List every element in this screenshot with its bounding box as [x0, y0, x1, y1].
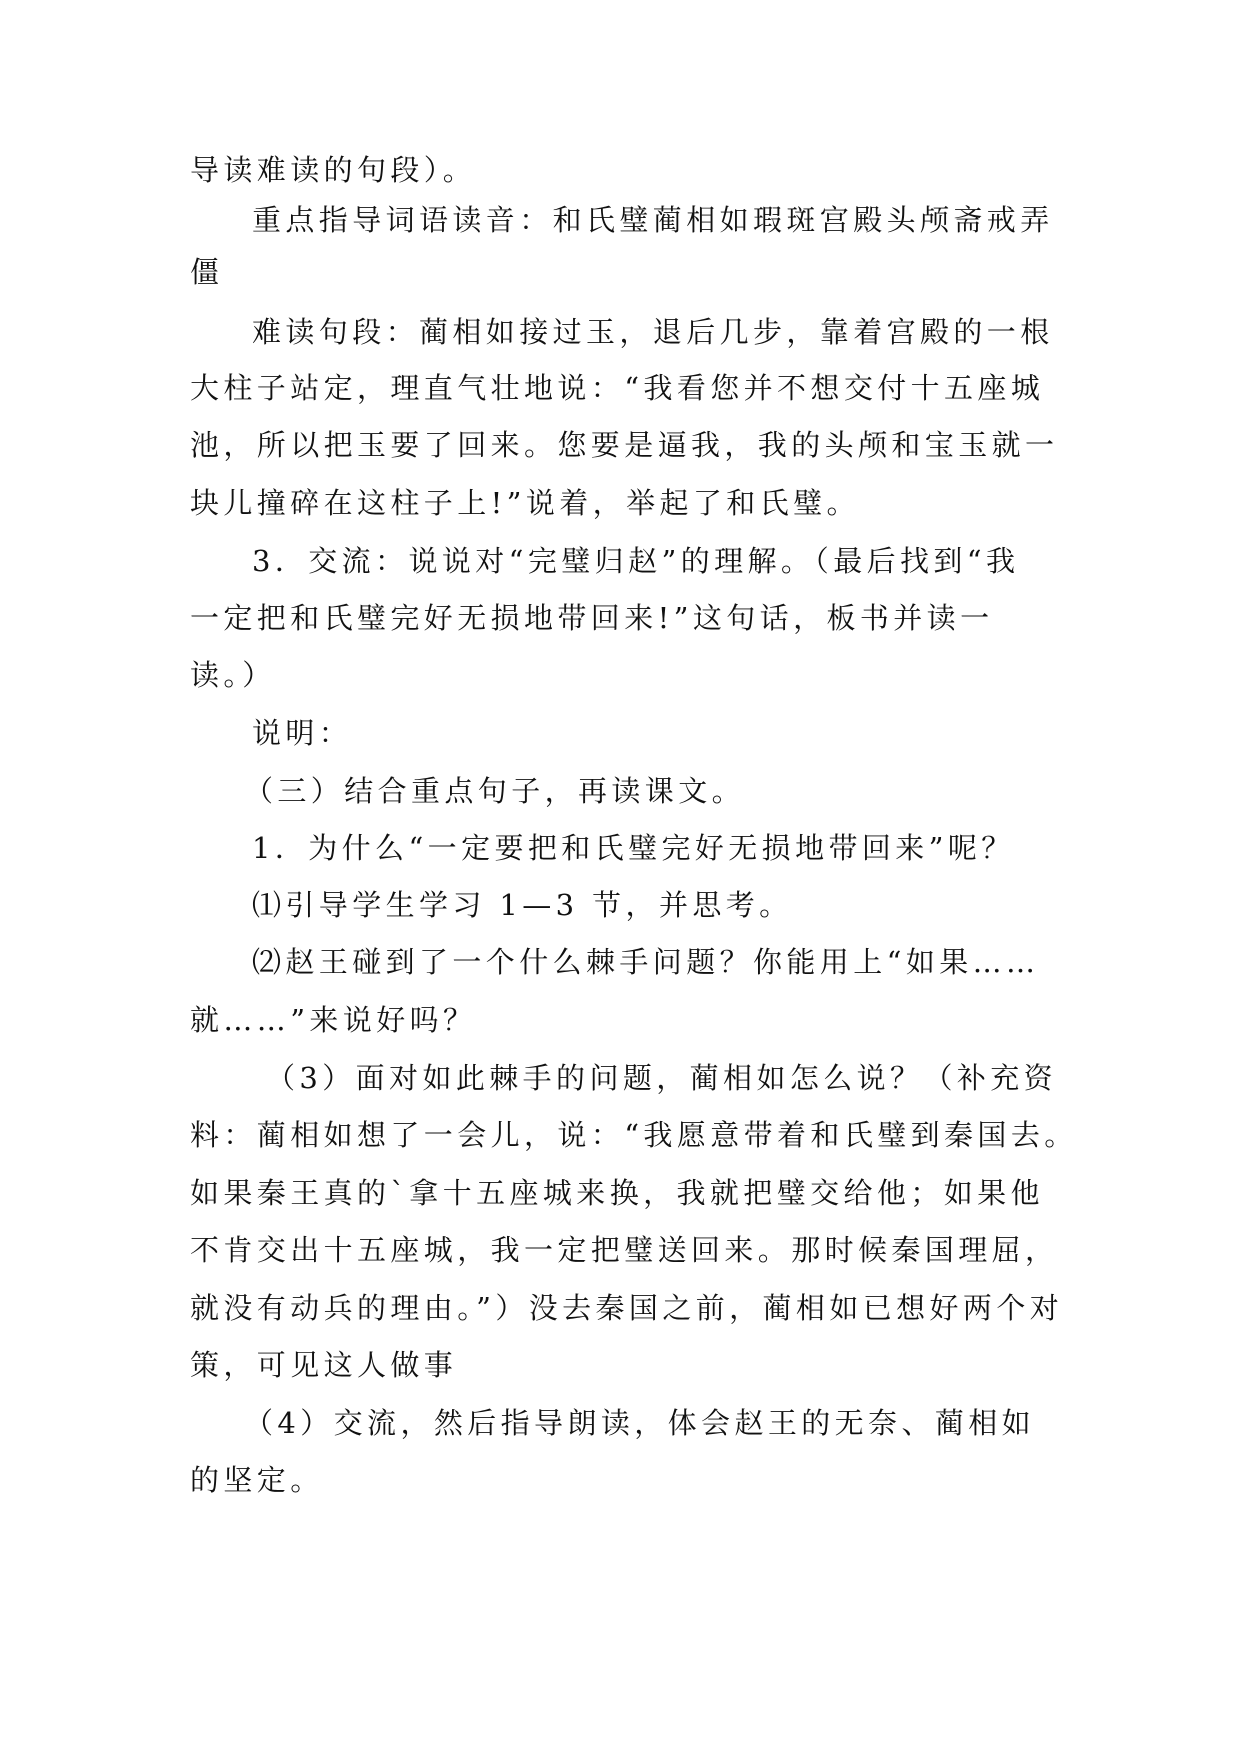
text-line: 的坚定。	[190, 1463, 324, 1497]
text-line: 大柱子站定，理直气壮地说：“我看您并不想交付十五座城	[190, 371, 1045, 405]
text-line: 块儿撞碎在这柱子上!”说着，举起了和氏璧。	[190, 486, 860, 520]
text-line: （三）结合重点句子，再读课文。	[244, 774, 746, 808]
text-line: 说明：	[252, 716, 353, 750]
text-line: 料：蔺相如想了一会儿，说：“我愿意带着和氏璧到秦国去。	[190, 1118, 1078, 1152]
text-line: 策，可见这人做事	[190, 1348, 458, 1382]
text-line: 难读句段：蔺相如接过玉，退后几步，靠着宫殿的一根	[252, 315, 1054, 349]
text-line: 一定把和氏璧完好无损地带回来!”这句话，板书并读一	[190, 601, 994, 635]
text-line: 重点指导词语读音：和氏璧蔺相如瑕斑宫殿头颅斋戒弄	[252, 203, 1054, 237]
text-line: ⑴引导学生学习 1—3 节，并思考。	[252, 888, 793, 922]
text-line: 僵	[190, 255, 224, 289]
text-line: （3）面对如此棘手的问题，蔺相如怎么说？（补充资	[266, 1061, 1058, 1095]
text-line: 不肯交出十五座城，我一定把璧送回来。那时候秦国理屈，	[190, 1233, 1059, 1267]
text-line: 读。）	[190, 658, 276, 692]
text-line: 就没有动兵的理由。”）没去秦国之前，蔺相如已想好两个对	[190, 1291, 1064, 1325]
text-line: 3．交流：说说对“完璧归赵”的理解。（最后找到“我	[252, 544, 1020, 578]
text-line: （4）交流，然后指导朗读，体会赵王的无奈、蔺相如	[244, 1406, 1036, 1440]
text-line: 如果秦王真的`拿十五座城来换，我就把璧交给他；如果他	[190, 1176, 1044, 1210]
text-line: 导读难读的句段）。	[190, 153, 477, 187]
text-line: 池，所以把玉要了回来。您要是逼我，我的头颅和宝玉就一	[190, 428, 1059, 462]
text-line: 就……”来说好吗？	[190, 1003, 477, 1037]
text-line: 1．为什么“一定要把和氏璧完好无损地带回来”呢？	[252, 831, 1015, 865]
text-line: ⑵赵王碰到了一个什么棘手问题？你能用上“如果……	[252, 945, 1040, 979]
